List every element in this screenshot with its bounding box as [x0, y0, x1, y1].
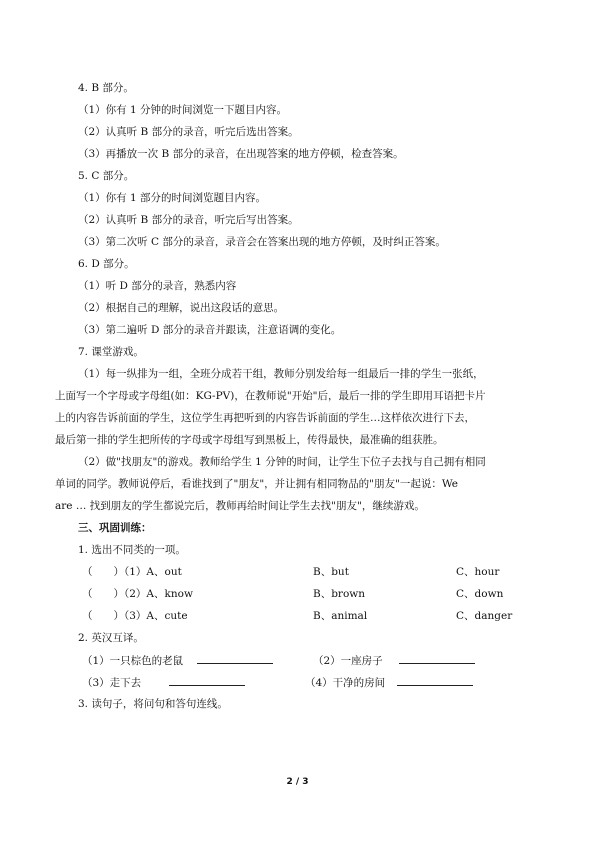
section-c-step-3: （3）第二次听 C 部分的录音，录音会在答案出现的地方停顿，及时纠正答案。: [78, 236, 446, 248]
choice-option-a: （ ）（1）A、out: [82, 566, 182, 578]
choice-option-b: B、but: [313, 566, 349, 578]
game-1-line-1: （1）每一纵排为一组，全班分成若干组，教师分别发给每一组最后一排的学生一张纸，: [78, 368, 484, 380]
game-heading: 7. 课堂游戏。: [78, 346, 144, 358]
section-d-step-1: （1）听 D 部分的录音，熟悉内容: [78, 280, 237, 292]
translate-prompt: （4）干净的房间: [305, 677, 386, 689]
game-1-line-2: 上面写一个字母或字母组(如：KG-PV)，在教师说"开始"后，最后一排的学生即用耳语把卡片: [55, 390, 486, 402]
section-d-step-3: （3）第二遍听 D 部分的录音并跟读，注意语调的变化。: [78, 324, 342, 336]
section-b-step-3: （3）再播放一次 B 部分的录音，在出现答案的地方停顿，检查答案。: [78, 148, 404, 160]
translate-prompt: （1）一只棕色的老鼠: [82, 655, 184, 667]
section-c-step-1: （1）你有 1 部分的时间浏览题目内容。: [78, 192, 267, 204]
game-1-line-4: 最后第一排的学生把所传的字母或字母组写到黑板上，传得最快，最准确的组获胜。: [55, 434, 444, 446]
game-1-line-3: 上的内容告诉前面的学生，这位学生再把听到的内容告诉前面的学生…这样依次进行下去，: [55, 412, 475, 424]
translate-item: [313, 653, 475, 668]
translate-item: [305, 675, 473, 690]
section-c-step-2: （2）认真听 B 部分的录音，听完后写出答案。: [78, 214, 299, 226]
translate-item: [82, 675, 245, 690]
game-2-line-2: 单词的同学。教师说停后，看谁找到了"朋友"，并让拥有相同物品的"朋友"一起说：We: [55, 478, 458, 490]
choice-option-c: C、down: [456, 588, 504, 600]
answer-blank[interactable]: [169, 675, 245, 686]
choice-option-a: （ ）（2）A、know: [82, 588, 193, 600]
game-2-line-1: （2）做"找朋友"的游戏。教师给学生 1 分钟的时间，让学生下位子去找与自己拥有相同: [78, 456, 486, 468]
answer-blank[interactable]: [197, 653, 273, 664]
section-b-step-1: （1）你有 1 分钟的时间浏览一下题目内容。: [78, 104, 288, 116]
section-b-step-2: （2）认真听 B 部分的录音，听完后选出答案。: [78, 126, 299, 138]
question-2-title: 2. 英汉互译。: [78, 632, 144, 644]
choice-option-b: B、animal: [313, 610, 368, 622]
translate-prompt: （2）一座房子: [313, 655, 383, 667]
choice-option-c: C、danger: [456, 610, 513, 622]
page-number: 2 / 3: [286, 777, 309, 787]
question-1-title: 1. 选出不同类的一项。: [78, 544, 186, 556]
practice-heading: 三、巩固训练：: [78, 522, 152, 534]
section-d-step-2: （2）根据自己的理解，说出这段话的意思。: [78, 302, 285, 314]
answer-blank[interactable]: [399, 653, 475, 664]
game-2-line-3: are … 找到朋友的学生都说完后，教师再给时间让学生去找"朋友"，继续游戏。: [55, 500, 425, 512]
answer-blank[interactable]: [397, 675, 473, 686]
question-3-title: 3. 读句子，将问句和答句连线。: [78, 698, 228, 710]
translate-prompt: （3）走下去: [82, 677, 142, 689]
choice-option-c: C、hour: [456, 566, 500, 578]
choice-option-a: （ ）（3）A、cute: [82, 610, 188, 622]
section-c-heading: 5. C 部分。: [78, 170, 135, 182]
section-d-heading: 6. D 部分。: [78, 258, 135, 270]
choice-option-b: B、brown: [313, 588, 366, 600]
section-b-heading: 4. B 部分。: [78, 82, 134, 94]
translate-item: [82, 653, 273, 668]
